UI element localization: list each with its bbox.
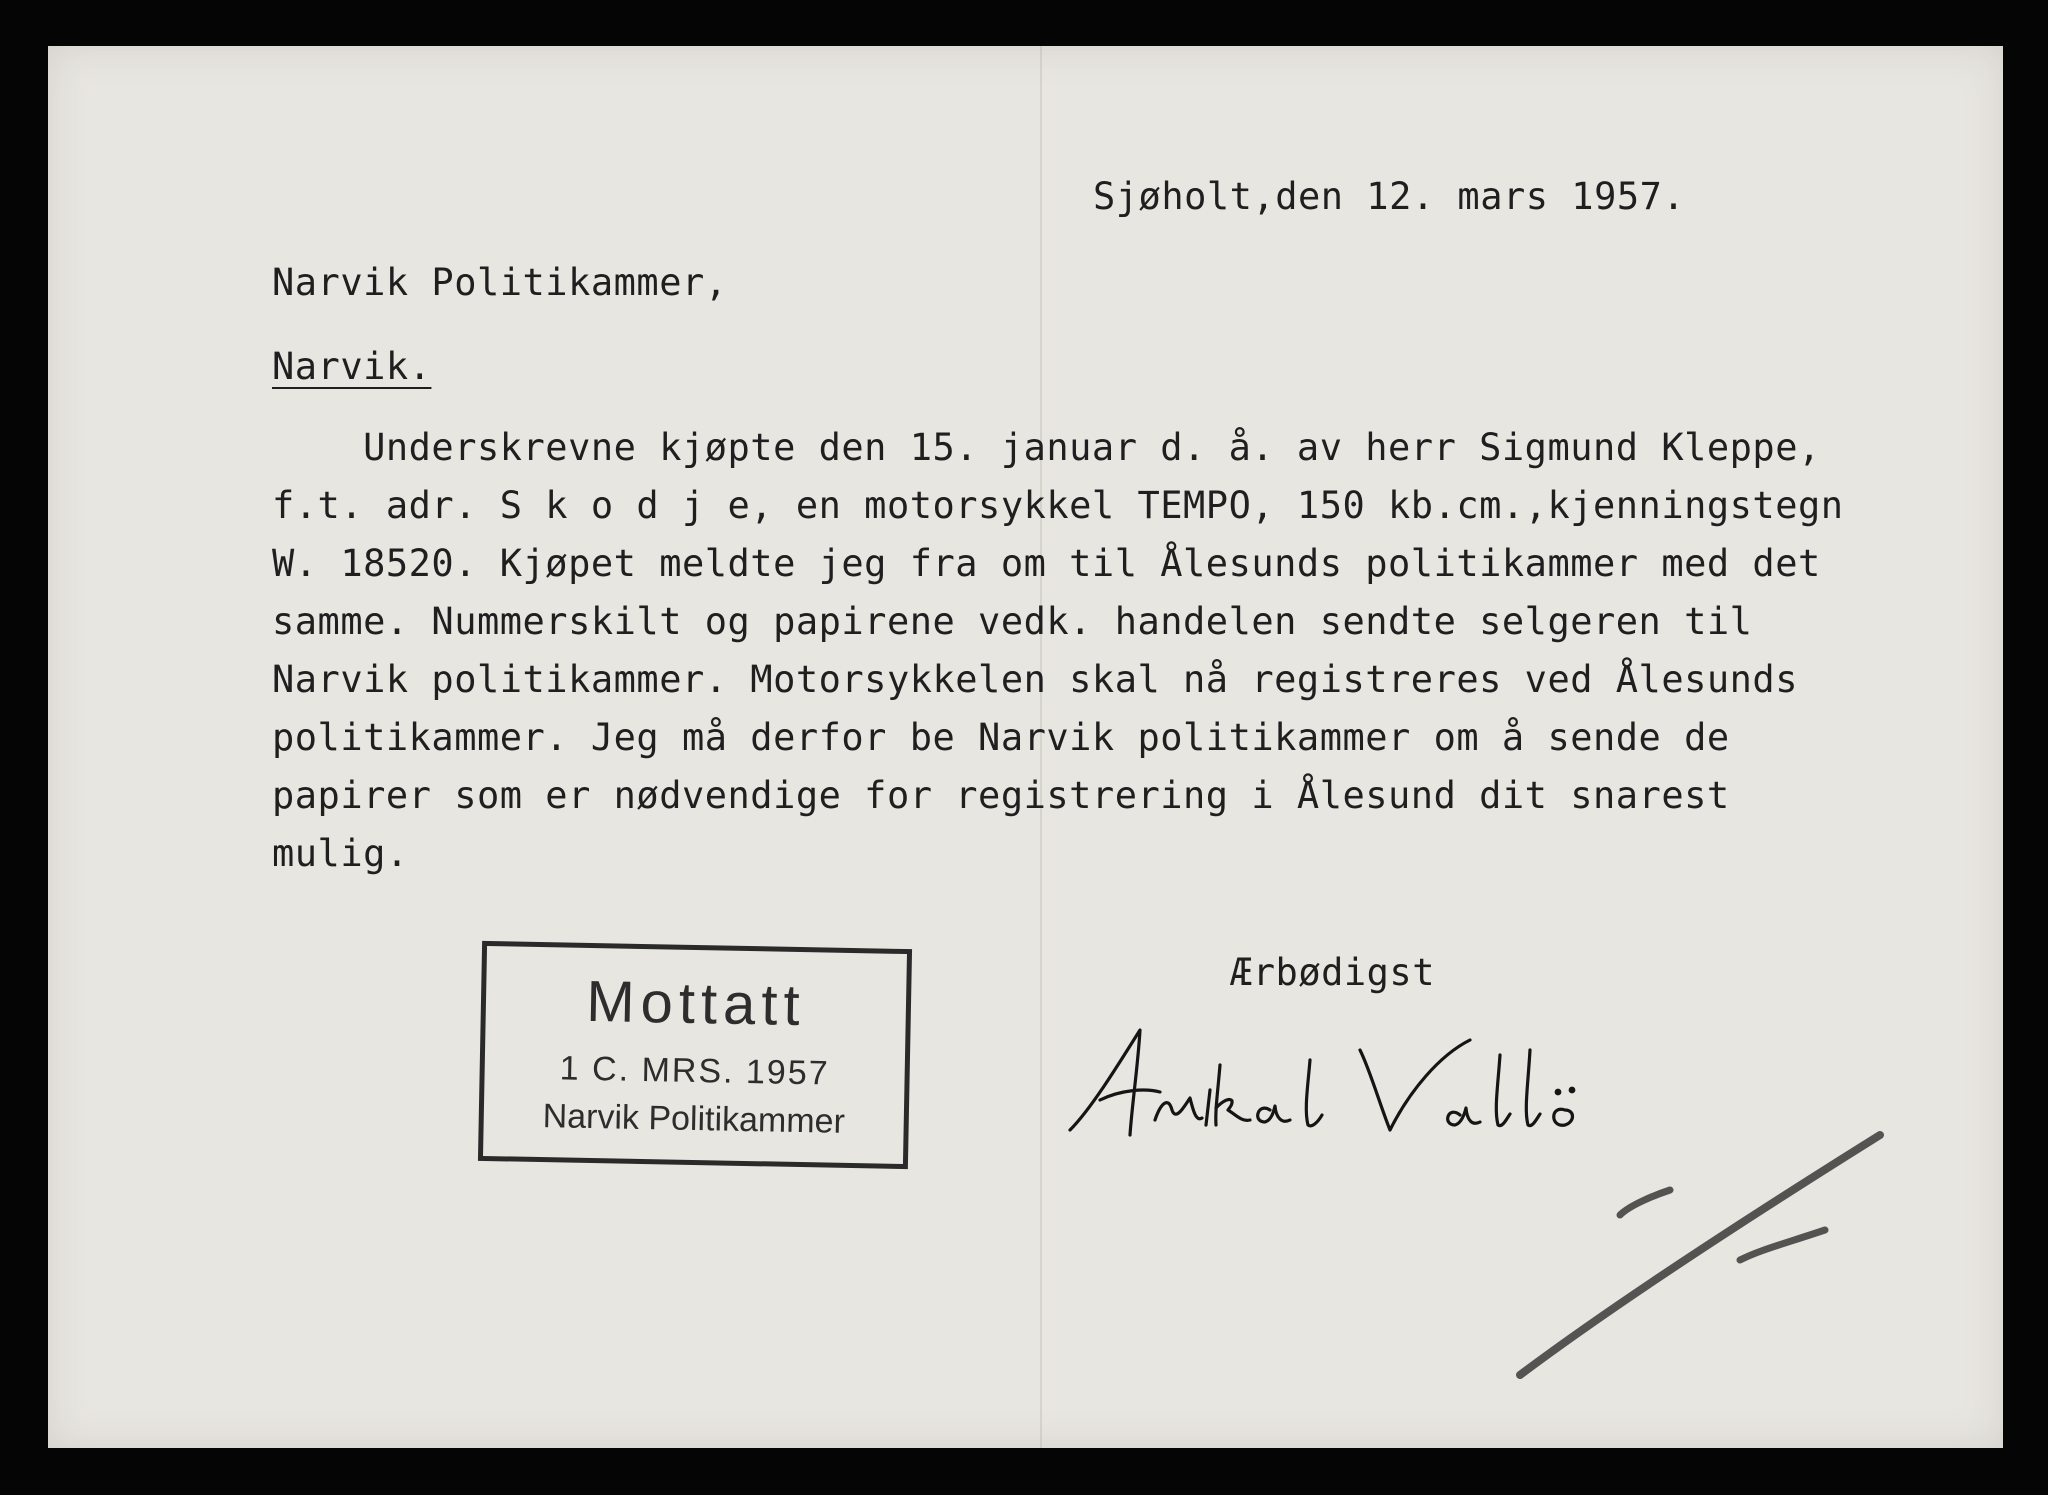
stamp-received-label: Mottatt xyxy=(585,968,807,1039)
body-line: W. 18520. Kjøpet meldte jeg fra om til Ålesunds politikammer med det xyxy=(272,542,1821,585)
body-line: Narvik politikammer. Motorsykkelen skal nå registreres ved Ålesunds xyxy=(272,658,1798,701)
received-stamp xyxy=(478,941,912,1169)
body-line: f.t. adr. S k o d j e, en motorsykkel TEMPO, 150 kb.cm.,kjenningstegn xyxy=(272,484,1844,527)
recipient-city: Narvik. xyxy=(272,345,432,388)
recipient-name: Narvik Politikammer, xyxy=(272,261,728,304)
body-line: Underskrevne kjøpte den 15. januar d. å. av herr Sigmund Kleppe, xyxy=(272,426,1821,469)
closing-salutation: Ærbødigst xyxy=(1230,951,1435,994)
stamp-date: 1 C. MRS. 1957 xyxy=(559,1049,830,1093)
place-date-line: Sjøholt,den 12. mars 1957. xyxy=(1093,175,1686,218)
body-line: samme. Nummerskilt og papirene vedk. handelen sendte selgeren til xyxy=(272,600,1753,643)
body-line: politikammer. Jeg må derfor be Narvik politikammer om å sende de xyxy=(272,716,1730,759)
body-line: papirer som er nødvendige for registrering i Ålesund dit snarest xyxy=(272,774,1730,817)
body-line: mulig. xyxy=(272,832,409,875)
pencil-mark xyxy=(1480,1120,1900,1390)
stamp-office: Narvik Politikammer xyxy=(542,1097,846,1141)
